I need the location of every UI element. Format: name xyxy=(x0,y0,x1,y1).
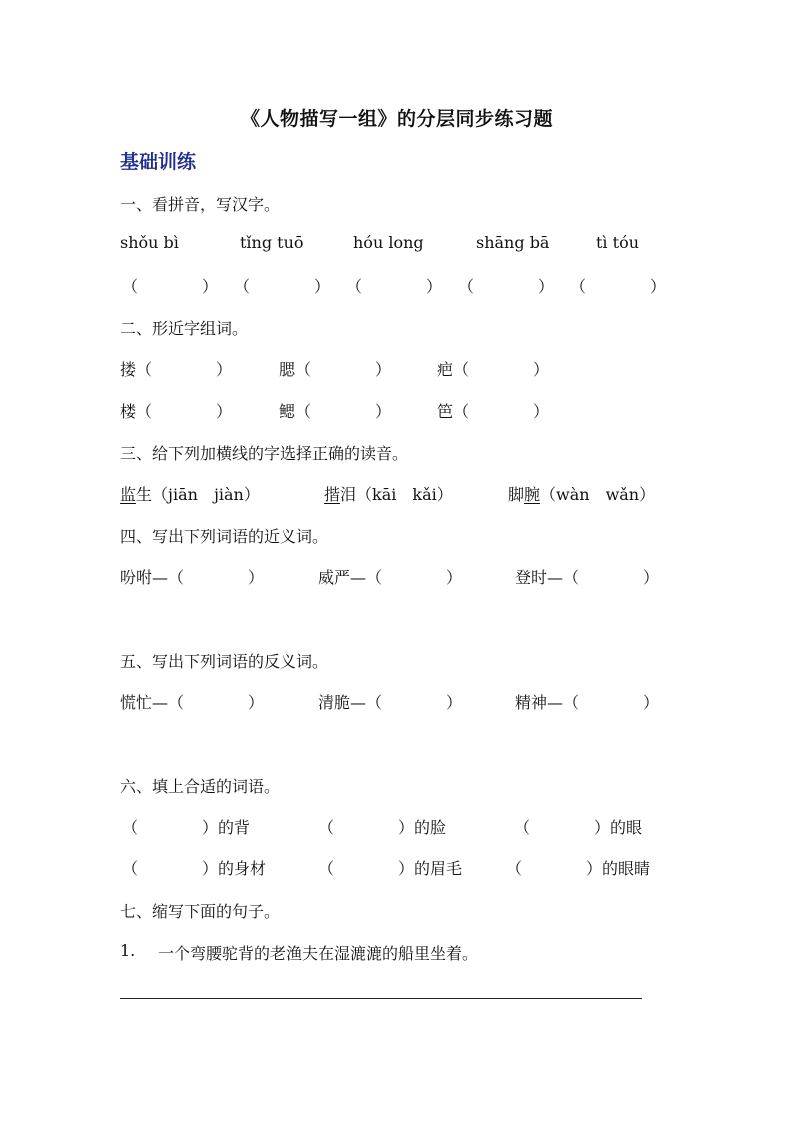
answer-blank[interactable]: （ ） xyxy=(122,277,219,296)
word-blank-item[interactable]: 腮（ ） xyxy=(279,360,392,379)
question-sentence: 一个弯腰驼背的老渔夫在湿漉漉的船里坐着。 xyxy=(158,944,479,963)
antonym-blank[interactable]: 清脆—（ ） xyxy=(318,693,463,712)
fill-phrase-blank[interactable]: （ ）的背 xyxy=(122,818,251,837)
section-1-heading: 一、看拼音，写汉字。 xyxy=(120,195,281,214)
fill-phrase-blank[interactable]: （ ）的眼 xyxy=(514,818,643,837)
section-4-heading: 四、写出下列词语的近义词。 xyxy=(120,527,329,546)
reading-choice-item[interactable] xyxy=(508,482,655,505)
section-3-heading: 三、给下列加横线的字选择正确的读音。 xyxy=(120,444,409,463)
reading-options: 生（jiān jiàn） xyxy=(136,485,260,504)
synonym-blank[interactable]: 吩咐—（ ） xyxy=(120,568,265,587)
answer-blank[interactable]: （ ） xyxy=(458,277,555,296)
question-number: 1. xyxy=(120,941,136,960)
section-7-heading: 七、缩写下面的句子。 xyxy=(120,902,281,921)
answer-blank[interactable]: （ ） xyxy=(234,277,331,296)
reading-options: （wàn wǎn） xyxy=(540,485,656,504)
answer-blank[interactable]: （ ） xyxy=(570,277,667,296)
antonym-blank[interactable]: 精神—（ ） xyxy=(515,693,660,712)
pinyin-item: shǒu bì xyxy=(120,233,179,252)
answer-line[interactable] xyxy=(120,998,642,999)
section-subheading: 基础训练 xyxy=(120,151,197,173)
reading-choice-item[interactable] xyxy=(120,482,260,505)
underlined-char: 监 xyxy=(120,485,137,504)
pinyin-item: tì tóu xyxy=(596,233,639,252)
antonym-blank[interactable]: 慌忙—（ ） xyxy=(120,693,265,712)
fill-phrase-blank[interactable]: （ ）的眼睛 xyxy=(506,859,651,878)
synonym-blank[interactable]: 登时—（ ） xyxy=(515,568,660,587)
page-title: 《人物描写一组》的分层同步练习题 xyxy=(240,108,553,130)
answer-blank[interactable]: （ ） xyxy=(346,277,443,296)
pinyin-item: shāng bā xyxy=(476,233,550,252)
section-2-heading: 二、形近字组词。 xyxy=(120,319,249,338)
plain-char: 脚 xyxy=(508,485,525,504)
fill-phrase-blank[interactable]: （ ）的眉毛 xyxy=(318,859,463,878)
section-6-heading: 六、填上合适的词语。 xyxy=(120,777,281,796)
fill-phrase-blank[interactable]: （ ）的脸 xyxy=(318,818,447,837)
fill-phrase-blank[interactable]: （ ）的身材 xyxy=(122,859,267,878)
underlined-char: 腕 xyxy=(524,485,541,504)
word-blank-item[interactable]: 笆（ ） xyxy=(437,402,550,421)
word-blank-item[interactable]: 疤（ ） xyxy=(437,360,550,379)
section-5-heading: 五、写出下列词语的反义词。 xyxy=(120,652,329,671)
word-blank-item[interactable]: 楼（ ） xyxy=(120,402,233,421)
word-blank-item[interactable]: 搂（ ） xyxy=(120,360,233,379)
pinyin-item: hóu long xyxy=(353,233,424,252)
reading-options: 泪（kāi kǎi） xyxy=(340,485,453,504)
word-blank-item[interactable]: 鳃（ ） xyxy=(279,402,392,421)
pinyin-item: tǐng tuō xyxy=(240,233,304,252)
underlined-char: 揩 xyxy=(324,485,341,504)
reading-choice-item[interactable] xyxy=(324,482,453,505)
synonym-blank[interactable]: 威严—（ ） xyxy=(318,568,463,587)
